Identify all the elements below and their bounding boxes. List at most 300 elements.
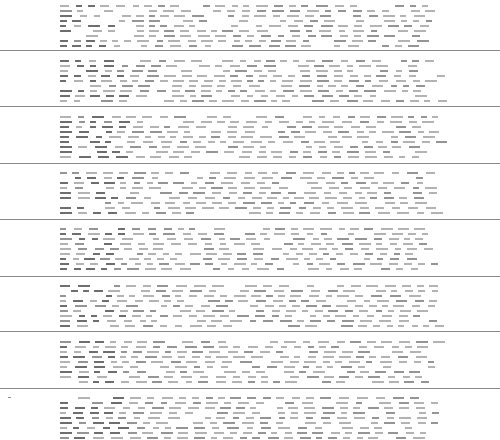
table-cell [281, 177, 292, 179]
table-cell [211, 136, 220, 138]
table-cell [268, 141, 275, 143]
table-cell [110, 432, 120, 434]
table-cell [117, 300, 127, 302]
table-cell [326, 268, 332, 270]
table-cell [393, 397, 404, 399]
table-cell [245, 40, 252, 42]
table-cell [294, 356, 300, 358]
table-cell [353, 30, 364, 32]
table-cell [367, 192, 377, 194]
table-cell [227, 131, 237, 133]
table-cell [379, 402, 391, 404]
table-cell [133, 351, 142, 353]
table-cell [280, 207, 291, 209]
table-cell [425, 80, 437, 82]
table-cell [93, 422, 104, 424]
table-cell [326, 182, 335, 184]
table-cell [283, 197, 289, 199]
table-cell [365, 156, 377, 158]
table-cell [117, 295, 124, 297]
table-cell [240, 60, 246, 62]
table-cell [77, 65, 84, 67]
table-cell [412, 35, 420, 37]
table-cell [106, 263, 115, 265]
table-cell [60, 70, 68, 72]
table-cell [356, 402, 362, 404]
table-cell [60, 100, 67, 102]
table-cell [83, 290, 89, 292]
table-cell [130, 366, 138, 368]
table-cell [79, 156, 91, 158]
table-cell [377, 258, 383, 260]
table-cell [316, 300, 326, 302]
table-cell [319, 146, 326, 148]
table-cell [156, 290, 166, 292]
table-cell [303, 40, 309, 42]
table-cell [86, 45, 92, 47]
table-cell [360, 371, 369, 373]
table-cell [271, 192, 281, 194]
table-cell [145, 402, 153, 404]
table-cell [404, 25, 412, 27]
table-cell [349, 90, 358, 92]
table-cell [197, 75, 207, 77]
table-cell [324, 238, 332, 240]
table-cell [257, 30, 268, 32]
table-cell [410, 397, 419, 399]
table-cell [341, 412, 347, 414]
table-cell [334, 45, 340, 47]
table-cell [274, 233, 285, 235]
table-cell [190, 325, 202, 327]
table-cell [95, 197, 106, 199]
table-cell [72, 233, 81, 235]
table-cell [75, 366, 87, 368]
table-cell [106, 187, 114, 189]
table-cell [350, 5, 357, 7]
table-cell [310, 320, 321, 322]
table-cell [369, 131, 376, 133]
table-cell [86, 35, 98, 37]
table-cell [152, 381, 162, 383]
table-cell [234, 40, 240, 42]
table-cell [161, 305, 167, 307]
table-cell [115, 146, 123, 148]
table-cell [364, 177, 374, 179]
table-cell [378, 212, 390, 214]
table-cell [272, 10, 284, 12]
table-cell [60, 243, 68, 245]
table-cell [405, 346, 412, 348]
table-cell [213, 10, 221, 12]
table-cell [109, 422, 120, 424]
table-cell [390, 295, 401, 297]
table-cell [319, 263, 330, 265]
table-cell [60, 361, 70, 363]
table-cell [149, 20, 160, 22]
table-cell [377, 116, 386, 118]
table-cell [78, 212, 87, 214]
table-cell [156, 212, 166, 214]
table-cell [230, 238, 240, 240]
table-section [0, 3, 500, 48]
table-cell [236, 407, 245, 409]
table-cell [403, 376, 410, 378]
table-cell [380, 70, 388, 72]
table-cell [189, 85, 196, 87]
table-cell [131, 356, 138, 358]
table-cell [60, 121, 72, 123]
table-cell [254, 15, 266, 17]
table-cell [290, 151, 298, 153]
table-cell [218, 341, 226, 343]
table-cell [124, 341, 132, 343]
table-cell [257, 268, 269, 270]
table-cell [350, 146, 358, 148]
table-cell [418, 290, 425, 292]
table-cell [60, 187, 67, 189]
table-cell [78, 146, 87, 148]
table-cell [316, 258, 323, 260]
table-cell [375, 207, 384, 209]
table-cell [74, 182, 84, 184]
table-cell [174, 15, 185, 17]
table-cell [259, 151, 266, 153]
table-cell [384, 197, 394, 199]
table-cell [158, 5, 165, 7]
table-cell [361, 248, 369, 250]
table-cell [211, 437, 217, 439]
table-cell [296, 212, 303, 214]
table-cell [141, 45, 147, 47]
table-cell [260, 233, 267, 235]
table-cell [351, 177, 358, 179]
table-cell [335, 315, 346, 317]
table-cell [149, 187, 161, 189]
table-cell [412, 305, 420, 307]
table-cell [355, 305, 363, 307]
table-cell [239, 30, 249, 32]
table-cell [260, 136, 272, 138]
table-cell [208, 300, 220, 302]
table-cell [399, 417, 411, 419]
table-cell [223, 253, 232, 255]
table-cell [111, 437, 123, 439]
table-cell [193, 192, 205, 194]
table-cell [394, 253, 400, 255]
table-cell [209, 100, 217, 102]
table-cell [114, 268, 121, 270]
table-cell [256, 402, 264, 404]
table-cell [205, 356, 211, 358]
table-cell [89, 60, 96, 62]
table-cell [309, 253, 317, 255]
table-cell [60, 253, 70, 255]
table-cell [320, 15, 331, 17]
table-cell [148, 376, 159, 378]
table-cell [201, 238, 211, 240]
table-cell [272, 315, 279, 317]
table-cell [149, 25, 155, 27]
table-cell [164, 376, 173, 378]
table-cell [92, 402, 103, 404]
table-cell [212, 202, 222, 204]
table-cell [392, 146, 401, 148]
table-cell [60, 356, 68, 358]
table-cell [307, 376, 319, 378]
table-cell [151, 172, 159, 174]
table-cell [387, 417, 394, 419]
table-cell [246, 75, 253, 77]
table-cell [132, 80, 138, 82]
table-cell [432, 412, 439, 414]
table-cell [76, 417, 84, 419]
table-cell [178, 228, 184, 230]
table-cell [60, 325, 70, 327]
table-cell [197, 30, 206, 32]
table-cell [313, 207, 321, 209]
table-cell [257, 182, 265, 184]
table-cell [180, 310, 191, 312]
table-cell [60, 263, 69, 265]
table-cell [352, 40, 363, 42]
table-cell [360, 121, 369, 123]
table-cell [158, 182, 168, 184]
table-cell [60, 422, 72, 424]
table-cell [169, 412, 177, 414]
table-cell [206, 253, 217, 255]
table-cell [137, 253, 143, 255]
table-cell [74, 351, 81, 353]
table-cell [197, 320, 206, 322]
table-cell [237, 253, 246, 255]
table-section [0, 283, 500, 328]
table-cell [217, 85, 225, 87]
table-cell [132, 228, 140, 230]
table-cell [162, 146, 170, 148]
table-cell [342, 320, 354, 322]
table-cell [360, 207, 369, 209]
table-cell [397, 212, 409, 214]
table-cell [415, 95, 427, 97]
table-cell [406, 432, 414, 434]
table-cell [265, 121, 272, 123]
table-cell [322, 95, 333, 97]
table-cell [250, 407, 256, 409]
table-cell [126, 116, 136, 118]
table-cell [342, 136, 352, 138]
table-cell [378, 187, 387, 189]
table-cell [211, 187, 223, 189]
table-cell [301, 141, 309, 143]
table-cell [320, 397, 331, 399]
table-cell [160, 80, 168, 82]
table-cell [290, 295, 301, 297]
table-cell [177, 351, 187, 353]
table-cell [60, 285, 70, 287]
table-cell [136, 25, 144, 27]
table-cell [172, 85, 182, 87]
table-cell [272, 182, 279, 184]
table-cell [370, 197, 377, 199]
table-cell [142, 432, 153, 434]
table-cell [310, 315, 316, 317]
table-cell [205, 182, 214, 184]
section-rule [0, 388, 500, 389]
table-cell [279, 121, 289, 123]
table-cell [388, 310, 394, 312]
table-cell [305, 325, 317, 327]
table-cell [93, 212, 101, 214]
table-cell [277, 407, 283, 409]
table-cell [324, 192, 331, 194]
table-cell [177, 146, 189, 148]
table-cell [148, 70, 157, 72]
table-cell [253, 207, 261, 209]
table-cell [78, 192, 90, 194]
table-cell [426, 20, 432, 22]
table-cell [330, 100, 339, 102]
table-cell [149, 35, 156, 37]
table-cell [180, 30, 189, 32]
table-cell [233, 412, 245, 414]
table-cell [168, 40, 180, 42]
table-cell [228, 146, 238, 148]
table-cell [200, 376, 208, 378]
table-cell [281, 85, 292, 87]
table-cell [166, 65, 177, 67]
table-cell [303, 116, 312, 118]
table-cell [78, 397, 90, 399]
table-cell [231, 95, 240, 97]
table-cell [312, 432, 323, 434]
table-cell [350, 228, 359, 230]
table-cell [60, 60, 69, 62]
table-cell [334, 75, 343, 77]
table-cell [278, 202, 284, 204]
table-cell [74, 40, 81, 42]
table-cell [301, 5, 308, 7]
table-cell [138, 85, 150, 87]
table-cell [210, 172, 220, 174]
table-cell [276, 397, 284, 399]
table-cell [135, 263, 141, 265]
table-cell [60, 151, 72, 153]
table-cell [358, 325, 367, 327]
table-cell [121, 263, 127, 265]
table-cell [194, 285, 206, 287]
table-cell [92, 356, 102, 358]
table-cell [391, 136, 398, 138]
table-cell [428, 366, 435, 368]
table-cell [78, 285, 90, 287]
table-cell [342, 243, 353, 245]
table-cell [175, 253, 182, 255]
table-cell [90, 263, 98, 265]
table-cell [339, 422, 351, 424]
table-cell [60, 146, 72, 148]
table-cell [359, 346, 367, 348]
table-cell [144, 5, 152, 7]
table-cell [416, 407, 425, 409]
table-cell [303, 172, 314, 174]
table-cell [337, 295, 349, 297]
table-cell [92, 238, 98, 240]
table-cell [164, 437, 171, 439]
table-cell [122, 361, 129, 363]
table-cell [402, 90, 408, 92]
table-cell [192, 100, 204, 102]
table-cell [60, 407, 68, 409]
table-cell [370, 95, 376, 97]
table-cell [412, 126, 421, 128]
table-cell [403, 141, 415, 143]
table-cell [311, 187, 322, 189]
table-cell [233, 85, 241, 87]
table-cell [305, 131, 316, 133]
table-cell [341, 207, 353, 209]
table-cell [335, 5, 344, 7]
table-cell [348, 116, 355, 118]
table-cell [127, 268, 139, 270]
table-cell [125, 325, 135, 327]
table-cell [105, 70, 112, 72]
table-cell [344, 187, 352, 189]
table-cell [339, 376, 349, 378]
table-cell [345, 248, 353, 250]
table-cell [94, 15, 100, 17]
table-cell [420, 432, 426, 434]
table-cell [86, 40, 95, 42]
table-cell [360, 187, 370, 189]
table-cell [151, 361, 163, 363]
table-cell [372, 381, 384, 383]
table-cell [251, 356, 263, 358]
table-cell [296, 253, 303, 255]
table-cell [60, 15, 72, 17]
table-cell [213, 268, 220, 270]
table-cell [149, 146, 157, 148]
table-cell [108, 212, 117, 214]
table-cell [125, 212, 136, 214]
table-cell [173, 182, 184, 184]
table-cell [117, 177, 124, 179]
table-cell [429, 192, 437, 194]
table-cell [214, 228, 225, 230]
table-cell [317, 75, 327, 77]
table-cell [370, 263, 382, 265]
table-cell [299, 85, 310, 87]
table-cell [77, 432, 89, 434]
table-cell [60, 248, 71, 250]
table-cell [122, 207, 130, 209]
table-cell [408, 45, 419, 47]
table-cell [303, 156, 312, 158]
table-cell [102, 126, 113, 128]
table-cell [249, 45, 261, 47]
table-cell [76, 136, 88, 138]
table-cell [164, 30, 174, 32]
table-cell [290, 376, 299, 378]
table-cell [133, 233, 144, 235]
table-cell [316, 70, 328, 72]
table-cell [337, 238, 349, 240]
table-cell [199, 20, 207, 22]
table-cell [376, 397, 385, 399]
table-cell [409, 295, 421, 297]
table-cell [157, 90, 166, 92]
table-cell [388, 25, 399, 27]
